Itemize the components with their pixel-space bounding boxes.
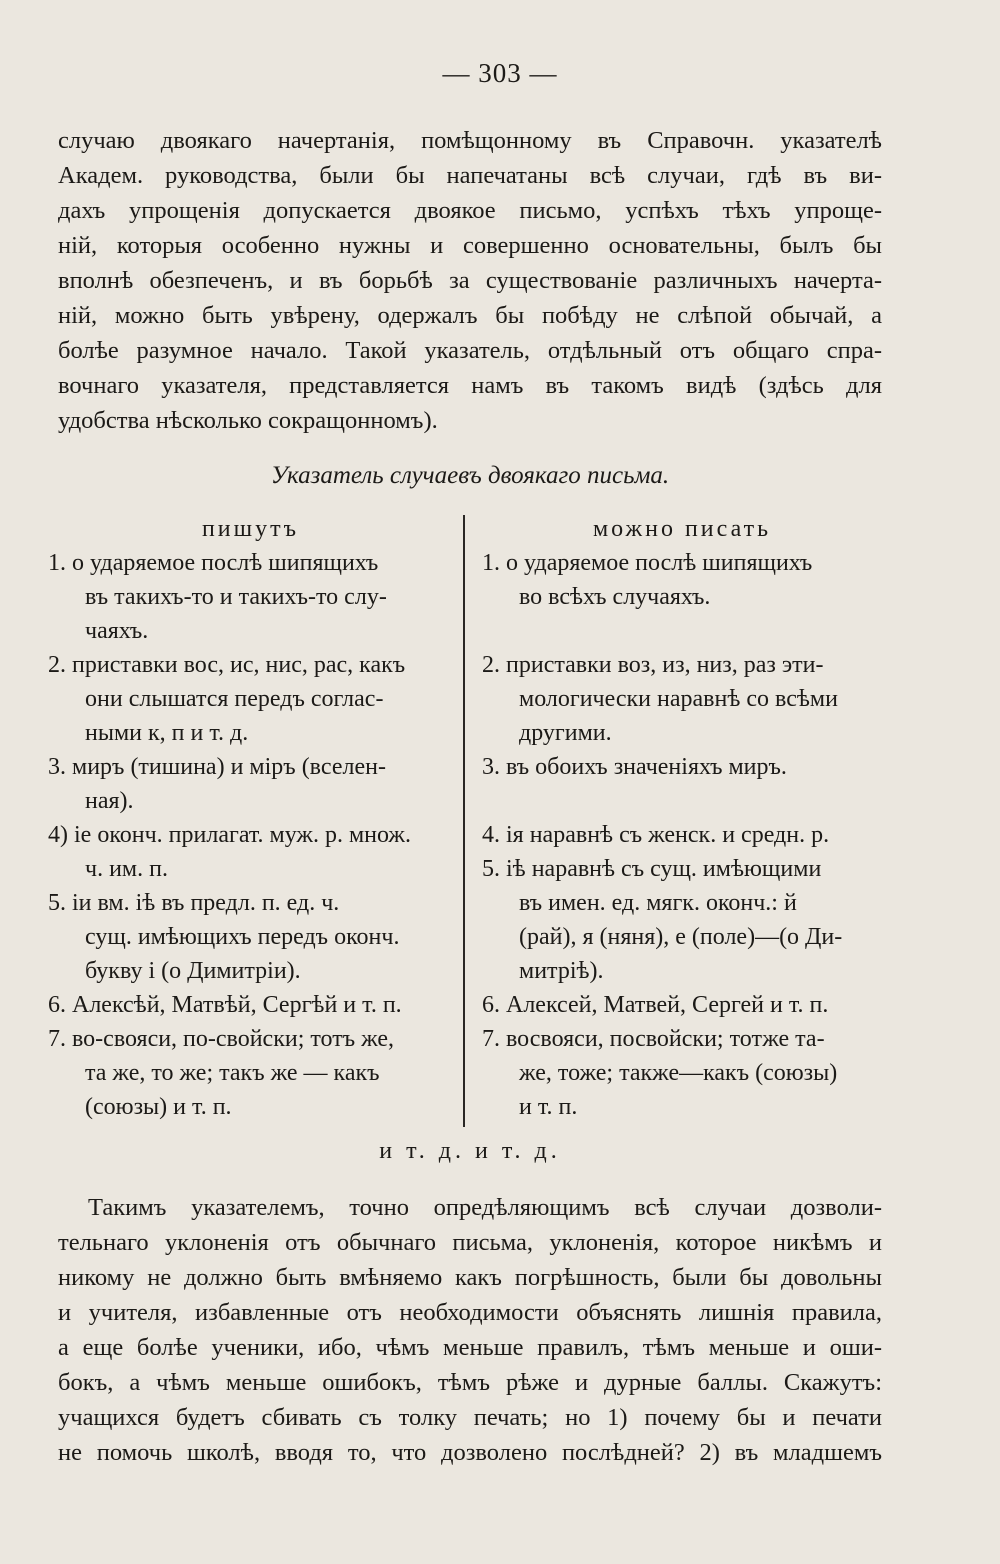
right-line: 3. въ обоихъ значеніяхъ миръ. [482, 754, 787, 780]
right-column [482, 512, 882, 1124]
left-line: та же, то же; такъ же — какъ [85, 1060, 380, 1086]
right-line: 5. іѣ наравнѣ съ сущ. имѣющими [482, 856, 822, 882]
text-line: Такимъ указателемъ, точно опредѣляющимъ всѣ случаи дозволи- [88, 1194, 882, 1221]
left-line: ч. им. п. [85, 856, 168, 882]
left-line: 3. миръ (тишина) и міръ (вселен- [48, 754, 386, 780]
right-line: 6. Алексей, Матвей, Сергей и т. п. [482, 992, 829, 1018]
text-line: ній, можно быть увѣрену, одержалъ бы побѣду не слѣпой обычай, а [58, 302, 882, 329]
left-line: сущ. имѣющихъ передъ оконч. [85, 924, 400, 950]
left-line: букву і (о Димитріи). [85, 958, 301, 984]
intro-paragraph [58, 123, 882, 438]
right-column-header: можно писать [592, 516, 772, 542]
left-line: чаяхъ. [85, 618, 149, 644]
right-line: же, тоже; также—какъ (союзы) [519, 1060, 838, 1086]
text-line: болѣе разумное начало. Такой указатель, отдѣльный отъ общаго спра- [58, 337, 882, 364]
text-line: случаю двоякаго начертанія, помѣщонному въ Справочн. указателѣ [58, 127, 882, 154]
text-line: никому не должно быть вмѣняемо какъ погрѣшность, были бы довольны [58, 1264, 882, 1291]
left-column [48, 512, 453, 1124]
column-divider [463, 515, 465, 1127]
left-line: (союзы) и т. п. [85, 1094, 232, 1120]
left-line: они слышатся передъ соглас- [85, 686, 384, 712]
text-line: и учителя, избавленные отъ необходимости объяснять лишнія правила, [58, 1299, 882, 1326]
left-line: въ такихъ-то и такихъ-то слу- [85, 584, 387, 610]
left-line: 2. приставки вос, ис, нис, рас, какъ [48, 652, 406, 678]
closing-paragraph [58, 1190, 882, 1470]
text-line: вочнаго указателя, представляется намъ въ такомъ видѣ (здѣсь для [58, 372, 882, 399]
right-line: 1. о ударяемое послѣ шипящихъ [482, 550, 813, 576]
text-line: учащихся будетъ сбивать съ толку печать; но 1) почему бы и печати [58, 1404, 882, 1431]
right-line: и т. п. [519, 1094, 578, 1120]
right-line: 2. приставки воз, из, низ, раз эти- [482, 652, 824, 678]
left-line: ными к, п и т. д. [85, 720, 249, 746]
text-line: удобства нѣсколько сокращонномъ). [58, 407, 438, 434]
left-line: ная). [85, 788, 134, 814]
etc-line: и т. д. и т. д. [379, 1138, 561, 1164]
right-line: (рай), я (няня), е (поле)—(о Ди- [519, 924, 843, 950]
text-line: Академ. руководства, были бы напечатаны всѣ случаи, гдѣ въ ви- [58, 162, 882, 189]
text-line: дахъ упрощенія допускается двоякое письмо, успѣхъ тѣхъ упроще- [58, 197, 882, 224]
left-line: 4) іе оконч. прилагат. муж. р. множ. [48, 822, 412, 848]
right-line [482, 784, 882, 818]
left-line: 1. о ударяемое послѣ шипящихъ [48, 550, 379, 576]
left-line: 6. Алексѣй, Матвѣй, Сергѣй и т. п. [48, 992, 402, 1018]
page-number: — 303 — [442, 58, 558, 88]
right-line: митріѣ). [519, 958, 604, 984]
right-line: во всѣхъ случаяхъ. [519, 584, 711, 610]
text-line: вполнѣ обезпеченъ, и въ борьбѣ за существованіе различныхъ начерта- [58, 267, 882, 294]
text-line: а еще болѣе ученики, ибо, чѣмъ меньше правилъ, тѣмъ меньше и оши- [58, 1334, 882, 1361]
text-line: тельнаго уклоненія отъ обычнаго письма, уклоненія, которое никѣмъ и [58, 1229, 882, 1256]
text-line: не помочь школѣ, вводя то, что дозволено послѣдней? 2) въ младшемъ [58, 1439, 882, 1466]
left-line: 5. іи вм. іѣ въ предл. п. ед. ч. [48, 890, 340, 916]
right-line: мологически наравнѣ со всѣми [519, 686, 838, 712]
right-line: въ имен. ед. мягк. оконч.: й [519, 890, 797, 916]
right-line: другими. [519, 720, 612, 746]
text-line: ній, которыя особенно нужны и совершенно основательны, былъ бы [58, 232, 882, 259]
left-line: 7. во-свояси, по-свойски; тотъ же, [48, 1026, 395, 1052]
right-line [482, 614, 882, 648]
right-line: 7. восвояси, посвойски; тотже та- [482, 1026, 825, 1052]
text-line: бокъ, а чѣмъ меньше ошибокъ, тѣмъ рѣже и дурные баллы. Скажутъ: [58, 1369, 882, 1396]
table-heading: Указатель случаевъ двоякаго письма. [270, 462, 670, 489]
right-line: 4. ія наравнѣ съ женск. и средн. р. [482, 822, 830, 848]
left-column-header: пишутъ [201, 516, 300, 542]
